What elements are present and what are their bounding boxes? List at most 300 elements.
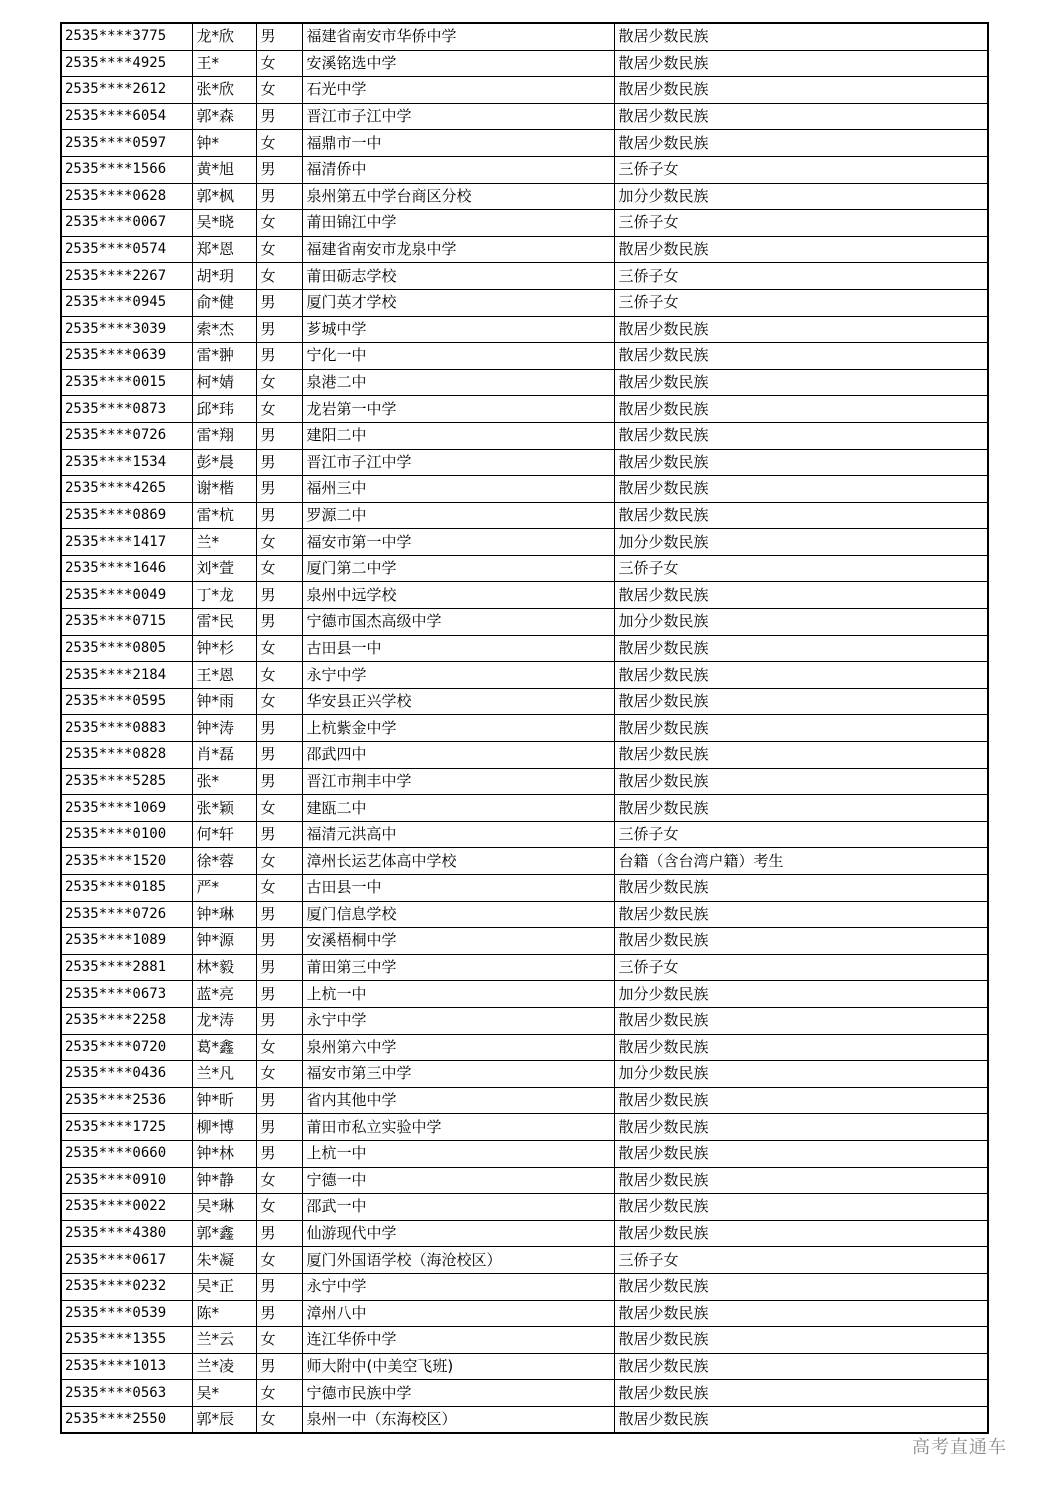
table-row (61, 183, 988, 210)
candidate-id-cell: 2535****1534 (61, 449, 192, 476)
gender-cell: 女 (256, 635, 302, 662)
gender-cell: 女 (256, 1167, 302, 1194)
gender-cell: 男 (256, 1220, 302, 1247)
gender-cell: 男 (256, 183, 302, 210)
category-cell: 散居少数民族 (614, 449, 988, 476)
category-cell: 散居少数民族 (614, 1300, 988, 1327)
category-cell: 散居少数民族 (614, 1273, 988, 1300)
school-cell: 福清元洪高中 (302, 821, 614, 848)
gender-cell: 女 (256, 369, 302, 396)
table-row (61, 50, 988, 77)
category-cell: 散居少数民族 (614, 1194, 988, 1221)
school-cell: 安溪梧桐中学 (302, 928, 614, 955)
candidate-id-cell: 2535****0639 (61, 343, 192, 370)
gender-cell: 女 (256, 1247, 302, 1274)
gender-cell: 女 (256, 875, 302, 902)
table-row (61, 23, 988, 50)
student-name-cell: 朱*凝 (192, 1247, 256, 1274)
school-cell: 省内其他中学 (302, 1087, 614, 1114)
student-name-cell: 张*颖 (192, 795, 256, 822)
school-cell: 石光中学 (302, 77, 614, 104)
category-cell: 散居少数民族 (614, 768, 988, 795)
table-row (61, 1167, 988, 1194)
gender-cell: 女 (256, 529, 302, 556)
category-cell: 台籍（含台湾户籍）考生 (614, 848, 988, 875)
table-row (61, 1380, 988, 1407)
school-cell: 建阳二中 (302, 422, 614, 449)
candidate-id-cell: 2535****1566 (61, 156, 192, 183)
school-cell: 宁德一中 (302, 1167, 614, 1194)
table-row (61, 954, 988, 981)
school-cell: 莆田市私立实验中学 (302, 1114, 614, 1141)
category-cell: 三侨子女 (614, 156, 988, 183)
gender-cell: 男 (256, 928, 302, 955)
table-row (61, 1034, 988, 1061)
gender-cell: 女 (256, 263, 302, 290)
candidate-id-cell: 2535****3039 (61, 316, 192, 343)
table-row (61, 289, 988, 316)
roster-sheet (60, 22, 987, 1434)
gender-cell: 男 (256, 343, 302, 370)
candidate-id-cell: 2535****0049 (61, 582, 192, 609)
table-row (61, 529, 988, 556)
table-row (61, 1247, 988, 1274)
candidate-id-cell: 2535****4265 (61, 476, 192, 503)
table-row (61, 422, 988, 449)
table-row (61, 396, 988, 423)
student-name-cell: 雷*民 (192, 609, 256, 636)
candidate-id-cell: 2535****1520 (61, 848, 192, 875)
school-cell: 泉港二中 (302, 369, 614, 396)
gender-cell: 男 (256, 1007, 302, 1034)
table-row (61, 875, 988, 902)
candidate-id-cell: 2535****0726 (61, 422, 192, 449)
gender-cell: 男 (256, 954, 302, 981)
candidate-id-cell: 2535****1725 (61, 1114, 192, 1141)
school-cell: 泉州一中（东海校区） (302, 1406, 614, 1433)
school-cell: 福建省南安市龙泉中学 (302, 236, 614, 263)
student-name-cell: 钟*涛 (192, 715, 256, 742)
candidate-id-cell: 2535****0595 (61, 688, 192, 715)
student-name-cell: 钟*静 (192, 1167, 256, 1194)
student-name-cell: 郑*恩 (192, 236, 256, 263)
candidate-id-cell: 2535****0563 (61, 1380, 192, 1407)
school-cell: 师大附中(中美空飞班) (302, 1353, 614, 1380)
school-cell: 龙岩第一中学 (302, 396, 614, 423)
table-row (61, 476, 988, 503)
school-cell: 莆田砺志学校 (302, 263, 614, 290)
school-cell: 罗源二中 (302, 502, 614, 529)
school-cell: 漳州八中 (302, 1300, 614, 1327)
student-name-cell: 郭*枫 (192, 183, 256, 210)
student-name-cell: 王*恩 (192, 662, 256, 689)
school-cell: 泉州第六中学 (302, 1034, 614, 1061)
candidate-id-cell: 2535****0232 (61, 1273, 192, 1300)
table-row (61, 768, 988, 795)
student-name-cell: 谢*楷 (192, 476, 256, 503)
school-cell: 晋江市子江中学 (302, 449, 614, 476)
student-name-cell: 俞*健 (192, 289, 256, 316)
school-cell: 永宁中学 (302, 1273, 614, 1300)
category-cell: 散居少数民族 (614, 130, 988, 157)
candidate-id-cell: 2535****0022 (61, 1194, 192, 1221)
student-name-cell: 吴* (192, 1380, 256, 1407)
candidate-id-cell: 2535****0883 (61, 715, 192, 742)
category-cell: 加分少数民族 (614, 609, 988, 636)
table-row (61, 343, 988, 370)
category-cell: 散居少数民族 (614, 1114, 988, 1141)
category-cell: 三侨子女 (614, 289, 988, 316)
candidate-id-cell: 2535****5285 (61, 768, 192, 795)
candidate-id-cell: 2535****0673 (61, 981, 192, 1008)
table-row (61, 662, 988, 689)
candidate-id-cell: 2535****0617 (61, 1247, 192, 1274)
category-cell: 散居少数民族 (614, 901, 988, 928)
school-cell: 宁化一中 (302, 343, 614, 370)
category-cell: 散居少数民族 (614, 662, 988, 689)
table-row (61, 103, 988, 130)
student-name-cell: 葛*鑫 (192, 1034, 256, 1061)
candidate-id-cell: 2535****0100 (61, 821, 192, 848)
table-row (61, 449, 988, 476)
candidate-id-cell: 2535****1355 (61, 1327, 192, 1354)
candidate-id-cell: 2535****2881 (61, 954, 192, 981)
school-cell: 邵武四中 (302, 742, 614, 769)
category-cell: 散居少数民族 (614, 1140, 988, 1167)
candidate-id-cell: 2535****4925 (61, 50, 192, 77)
table-row (61, 1273, 988, 1300)
candidate-id-cell: 2535****0910 (61, 1167, 192, 1194)
table-row (61, 688, 988, 715)
candidate-id-cell: 2535****6054 (61, 103, 192, 130)
gender-cell: 女 (256, 130, 302, 157)
candidate-id-cell: 2535****0015 (61, 369, 192, 396)
school-cell: 古田县一中 (302, 635, 614, 662)
category-cell: 散居少数民族 (614, 50, 988, 77)
candidate-id-cell: 2535****0597 (61, 130, 192, 157)
candidate-id-cell: 2535****2258 (61, 1007, 192, 1034)
category-cell: 散居少数民族 (614, 422, 988, 449)
category-cell: 散居少数民族 (614, 1220, 988, 1247)
gender-cell: 女 (256, 555, 302, 582)
school-cell: 福安市第三中学 (302, 1061, 614, 1088)
school-cell: 晋江市荆丰中学 (302, 768, 614, 795)
school-cell: 漳州长运艺体高中学校 (302, 848, 614, 875)
school-cell: 古田县一中 (302, 875, 614, 902)
gender-cell: 男 (256, 981, 302, 1008)
student-name-cell: 何*轩 (192, 821, 256, 848)
table-row (61, 1061, 988, 1088)
roster-table-body (61, 23, 988, 1433)
table-row (61, 795, 988, 822)
school-cell: 华安县正兴学校 (302, 688, 614, 715)
category-cell: 三侨子女 (614, 821, 988, 848)
school-cell: 福安市第一中学 (302, 529, 614, 556)
gender-cell: 男 (256, 1273, 302, 1300)
student-name-cell: 张*欣 (192, 77, 256, 104)
school-cell: 泉州第五中学台商区分校 (302, 183, 614, 210)
school-cell: 厦门信息学校 (302, 901, 614, 928)
student-name-cell: 刘*萱 (192, 555, 256, 582)
gender-cell: 男 (256, 316, 302, 343)
table-row (61, 1007, 988, 1034)
gender-cell: 女 (256, 1380, 302, 1407)
category-cell: 散居少数民族 (614, 476, 988, 503)
category-cell: 散居少数民族 (614, 23, 988, 50)
student-name-cell: 吴*正 (192, 1273, 256, 1300)
table-row (61, 1220, 988, 1247)
gender-cell: 女 (256, 236, 302, 263)
school-cell: 厦门英才学校 (302, 289, 614, 316)
school-cell: 莆田第三中学 (302, 954, 614, 981)
table-row (61, 742, 988, 769)
roster-table (60, 22, 989, 1434)
gender-cell: 女 (256, 210, 302, 237)
gender-cell: 男 (256, 1114, 302, 1141)
gender-cell: 男 (256, 901, 302, 928)
category-cell: 散居少数民族 (614, 316, 988, 343)
table-row (61, 821, 988, 848)
table-row (61, 1327, 988, 1354)
school-cell: 芗城中学 (302, 316, 614, 343)
category-cell: 三侨子女 (614, 263, 988, 290)
student-name-cell: 吴*琳 (192, 1194, 256, 1221)
table-row (61, 316, 988, 343)
gender-cell: 男 (256, 156, 302, 183)
student-name-cell: 钟*琳 (192, 901, 256, 928)
student-name-cell: 王* (192, 50, 256, 77)
category-cell: 散居少数民族 (614, 77, 988, 104)
student-name-cell: 林*毅 (192, 954, 256, 981)
candidate-id-cell: 2535****2184 (61, 662, 192, 689)
student-name-cell: 雷*翔 (192, 422, 256, 449)
gender-cell: 男 (256, 582, 302, 609)
student-name-cell: 兰*云 (192, 1327, 256, 1354)
candidate-id-cell: 2535****2267 (61, 263, 192, 290)
student-name-cell: 郭*辰 (192, 1406, 256, 1433)
gender-cell: 女 (256, 77, 302, 104)
candidate-id-cell: 2535****0660 (61, 1140, 192, 1167)
student-name-cell: 徐*蓉 (192, 848, 256, 875)
student-name-cell: 严* (192, 875, 256, 902)
student-name-cell: 钟*源 (192, 928, 256, 955)
candidate-id-cell: 2535****0185 (61, 875, 192, 902)
category-cell: 散居少数民族 (614, 396, 988, 423)
table-row (61, 1140, 988, 1167)
student-name-cell: 黄*旭 (192, 156, 256, 183)
category-cell: 散居少数民族 (614, 1353, 988, 1380)
table-row (61, 369, 988, 396)
category-cell: 散居少数民族 (614, 742, 988, 769)
category-cell: 散居少数民族 (614, 1034, 988, 1061)
school-cell: 福州三中 (302, 476, 614, 503)
category-cell: 散居少数民族 (614, 502, 988, 529)
table-row (61, 635, 988, 662)
category-cell: 散居少数民族 (614, 928, 988, 955)
table-row (61, 1353, 988, 1380)
category-cell: 散居少数民族 (614, 1167, 988, 1194)
gender-cell: 男 (256, 422, 302, 449)
school-cell: 永宁中学 (302, 1007, 614, 1034)
school-cell: 仙游现代中学 (302, 1220, 614, 1247)
student-name-cell: 胡*玥 (192, 263, 256, 290)
category-cell: 散居少数民族 (614, 1380, 988, 1407)
table-row (61, 848, 988, 875)
table-row (61, 1194, 988, 1221)
table-row (61, 156, 988, 183)
student-name-cell: 蓝*亮 (192, 981, 256, 1008)
school-cell: 上杭一中 (302, 981, 614, 1008)
school-cell: 上杭紫金中学 (302, 715, 614, 742)
gender-cell: 女 (256, 50, 302, 77)
category-cell: 散居少数民族 (614, 1007, 988, 1034)
category-cell: 散居少数民族 (614, 688, 988, 715)
student-name-cell: 兰* (192, 529, 256, 556)
candidate-id-cell: 2535****0539 (61, 1300, 192, 1327)
student-name-cell: 钟*雨 (192, 688, 256, 715)
category-cell: 散居少数民族 (614, 875, 988, 902)
table-row (61, 77, 988, 104)
gender-cell: 女 (256, 1061, 302, 1088)
category-cell: 散居少数民族 (614, 795, 988, 822)
category-cell: 散居少数民族 (614, 1327, 988, 1354)
student-name-cell: 雷*杭 (192, 502, 256, 529)
student-name-cell: 雷*翀 (192, 343, 256, 370)
candidate-id-cell: 2535****1089 (61, 928, 192, 955)
gender-cell: 女 (256, 688, 302, 715)
table-row (61, 1087, 988, 1114)
candidate-id-cell: 2535****0715 (61, 609, 192, 636)
table-row (61, 981, 988, 1008)
category-cell: 散居少数民族 (614, 715, 988, 742)
school-cell: 连江华侨中学 (302, 1327, 614, 1354)
student-name-cell: 龙*欣 (192, 23, 256, 50)
candidate-id-cell: 2535****1069 (61, 795, 192, 822)
gender-cell: 男 (256, 502, 302, 529)
gender-cell: 女 (256, 1194, 302, 1221)
gender-cell: 男 (256, 1140, 302, 1167)
table-row (61, 1300, 988, 1327)
gender-cell: 男 (256, 103, 302, 130)
candidate-id-cell: 2535****0869 (61, 502, 192, 529)
gender-cell: 男 (256, 715, 302, 742)
student-name-cell: 郭*森 (192, 103, 256, 130)
candidate-id-cell: 2535****1013 (61, 1353, 192, 1380)
category-cell: 散居少数民族 (614, 582, 988, 609)
table-row (61, 502, 988, 529)
gender-cell: 女 (256, 1327, 302, 1354)
table-row (61, 901, 988, 928)
category-cell: 散居少数民族 (614, 635, 988, 662)
student-name-cell: 索*杰 (192, 316, 256, 343)
table-row (61, 582, 988, 609)
gender-cell: 女 (256, 1034, 302, 1061)
candidate-id-cell: 2535****3775 (61, 23, 192, 50)
candidate-id-cell: 2535****0067 (61, 210, 192, 237)
category-cell: 散居少数民族 (614, 343, 988, 370)
student-name-cell: 邱*玮 (192, 396, 256, 423)
student-name-cell: 钟*杉 (192, 635, 256, 662)
school-cell: 建瓯二中 (302, 795, 614, 822)
student-name-cell: 柯*婧 (192, 369, 256, 396)
gender-cell: 男 (256, 768, 302, 795)
category-cell: 散居少数民族 (614, 369, 988, 396)
gender-cell: 男 (256, 1353, 302, 1380)
table-row (61, 263, 988, 290)
gender-cell: 女 (256, 396, 302, 423)
table-row (61, 715, 988, 742)
candidate-id-cell: 2535****0726 (61, 901, 192, 928)
candidate-id-cell: 2535****0805 (61, 635, 192, 662)
student-name-cell: 郭*鑫 (192, 1220, 256, 1247)
student-name-cell: 钟*昕 (192, 1087, 256, 1114)
category-cell: 加分少数民族 (614, 981, 988, 1008)
candidate-id-cell: 2535****4380 (61, 1220, 192, 1247)
gender-cell: 男 (256, 289, 302, 316)
candidate-id-cell: 2535****0828 (61, 742, 192, 769)
gender-cell: 男 (256, 449, 302, 476)
school-cell: 莆田锦江中学 (302, 210, 614, 237)
gender-cell: 女 (256, 848, 302, 875)
category-cell: 三侨子女 (614, 555, 988, 582)
school-cell: 宁德市民族中学 (302, 1380, 614, 1407)
school-cell: 永宁中学 (302, 662, 614, 689)
school-cell: 厦门第二中学 (302, 555, 614, 582)
school-cell: 泉州中远学校 (302, 582, 614, 609)
category-cell: 三侨子女 (614, 954, 988, 981)
category-cell: 散居少数民族 (614, 103, 988, 130)
candidate-id-cell: 2535****0720 (61, 1034, 192, 1061)
gender-cell: 女 (256, 1406, 302, 1433)
student-name-cell: 丁*龙 (192, 582, 256, 609)
school-cell: 福清侨中 (302, 156, 614, 183)
school-cell: 福鼎市一中 (302, 130, 614, 157)
student-name-cell: 龙*涛 (192, 1007, 256, 1034)
candidate-id-cell: 2535****1417 (61, 529, 192, 556)
category-cell: 散居少数民族 (614, 1087, 988, 1114)
student-name-cell: 兰*凌 (192, 1353, 256, 1380)
school-cell: 上杭一中 (302, 1140, 614, 1167)
student-name-cell: 兰*凡 (192, 1061, 256, 1088)
table-row (61, 1406, 988, 1433)
category-cell: 散居少数民族 (614, 236, 988, 263)
category-cell: 加分少数民族 (614, 183, 988, 210)
watermark-text: 高考直通车 (912, 1437, 1007, 1458)
gender-cell: 男 (256, 1300, 302, 1327)
gender-cell: 男 (256, 23, 302, 50)
school-cell: 厦门外国语学校（海沧校区） (302, 1247, 614, 1274)
category-cell: 加分少数民族 (614, 529, 988, 556)
gender-cell: 男 (256, 1087, 302, 1114)
school-cell: 晋江市子江中学 (302, 103, 614, 130)
student-name-cell: 吴*晓 (192, 210, 256, 237)
gender-cell: 男 (256, 476, 302, 503)
student-name-cell: 肖*磊 (192, 742, 256, 769)
candidate-id-cell: 2535****0574 (61, 236, 192, 263)
candidate-id-cell: 2535****1646 (61, 555, 192, 582)
candidate-id-cell: 2535****0436 (61, 1061, 192, 1088)
candidate-id-cell: 2535****2550 (61, 1406, 192, 1433)
candidate-id-cell: 2535****0628 (61, 183, 192, 210)
school-cell: 安溪铭选中学 (302, 50, 614, 77)
student-name-cell: 张* (192, 768, 256, 795)
candidate-id-cell: 2535****2612 (61, 77, 192, 104)
school-cell: 邵武一中 (302, 1194, 614, 1221)
gender-cell: 女 (256, 795, 302, 822)
table-row (61, 609, 988, 636)
table-row (61, 1114, 988, 1141)
table-row (61, 555, 988, 582)
